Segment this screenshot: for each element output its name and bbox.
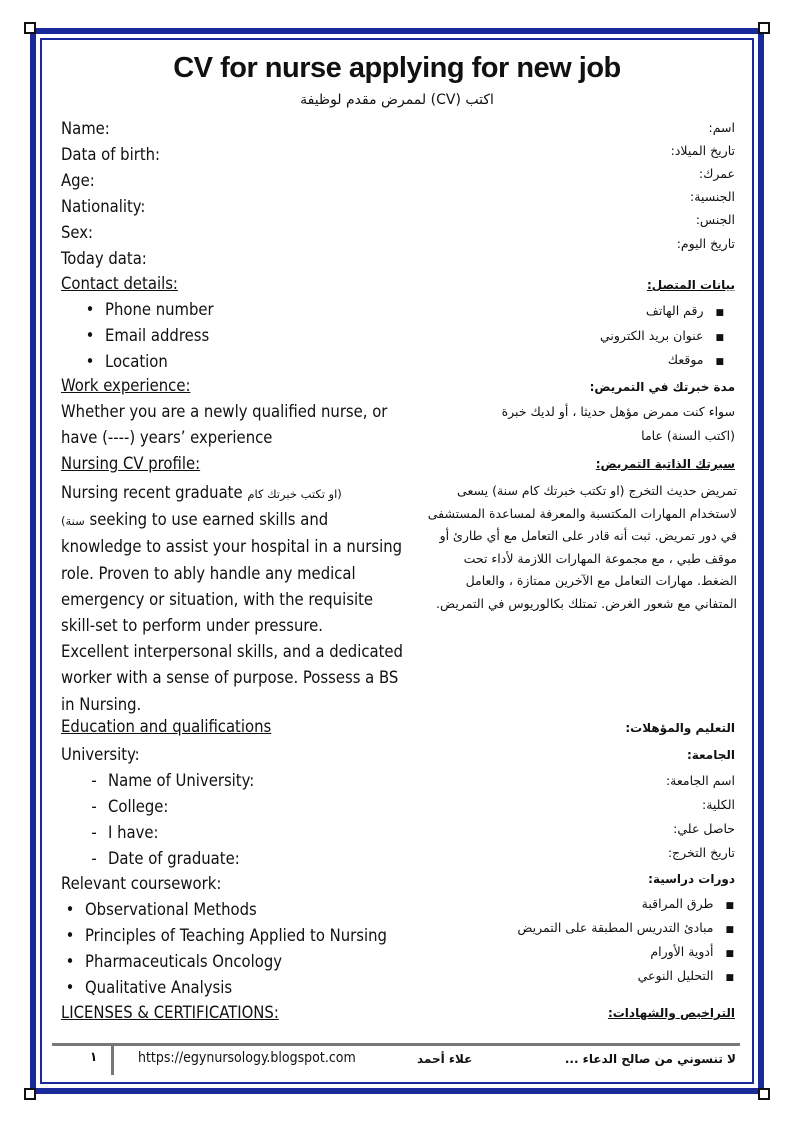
border-corner-ornament — [24, 1088, 36, 1100]
list-item-ar: ■أدوية الأورام — [650, 944, 734, 959]
field-age-label-ar: عمرك: — [698, 166, 735, 181]
education-item-ar: الكلية: — [701, 797, 735, 812]
profile-heading: Nursing CV profile: — [61, 454, 201, 473]
profile-paragraph-ar: تمريض حديث التخرج (او تكتب خبرتك كام سنة) يسعى لاستخدام المهارات المكتسبة والمعرفة لمساعدة المستشفى في دور تمريض. ثبت أنه قادر على التعامل مع أي طارئ أو موقف طبي ، مع مجموعة المهارات اللازمة لأداء تحت الضغط. مهارات التعامل مع الآخرين ممتازة ، والعامل المتفاني مع شعور الغرض. تمتلك بكالوريوس في التمريض. — [427, 483, 737, 611]
profile-heading-ar: سيرتك الذاتية التمريض: — [595, 457, 735, 471]
education-heading-ar: التعليم والمؤهلات: — [625, 721, 735, 735]
field-age-label: Age: — [61, 171, 95, 190]
bullet: • — [65, 926, 75, 945]
contact-heading: Contact details: — [61, 274, 178, 293]
page-title: CV for nurse applying for new job — [173, 52, 621, 84]
bullet: - — [91, 849, 97, 868]
border-corner-ornament — [24, 22, 36, 34]
footer-url-link[interactable]: https://egynursology.blogspot.com — [138, 1050, 356, 1066]
work-text-line: Whether you are a newly qualified nurse, or — [61, 402, 388, 421]
footer-author: علاء أحمد — [417, 1052, 473, 1066]
list-item: • Pharmaceuticals Oncology — [55, 949, 282, 975]
bullet: ■ — [715, 308, 724, 318]
bullet: - — [91, 771, 97, 790]
field-name-label: Name: — [61, 119, 110, 138]
bullet: ■ — [725, 949, 734, 959]
list-item: • Email address — [75, 323, 209, 349]
list-item-ar: ■طرق المراقبة — [641, 896, 734, 911]
university-label-ar: الجامعة: — [686, 748, 735, 762]
bullet: ■ — [725, 973, 734, 983]
licenses-heading: LICENSES & CERTIFICATIONS: — [61, 1003, 279, 1022]
page-number: ١ — [90, 1050, 98, 1065]
border-corner-ornament — [758, 22, 770, 34]
list-item-ar: ■موقعك — [667, 352, 724, 367]
education-item-ar: تاريخ التخرج: — [667, 845, 735, 860]
list-item: - Name of University: — [80, 768, 254, 794]
profile-inline-arabic: سنة) — [61, 514, 85, 529]
field-name-label-ar: اسم: — [708, 120, 735, 135]
list-item-ar: ■التحليل النوعي — [637, 968, 734, 983]
coursework-heading-ar: دورات دراسية: — [648, 872, 735, 886]
list-item: • Phone number — [75, 297, 214, 323]
work-heading: Work experience: — [61, 376, 191, 395]
work-heading-ar: مدة خبرتك في التمريض: — [589, 380, 735, 394]
list-item: - College: — [80, 794, 168, 820]
bullet: • — [85, 352, 95, 371]
education-heading: Education and qualifications — [61, 717, 272, 736]
page-subtitle-arabic: اكتب (CV) لممرض مقدم لوظيفة — [300, 92, 494, 108]
contact-heading-ar: بيانات المتصل: — [646, 278, 735, 292]
bullet: • — [65, 952, 75, 971]
bullet: • — [85, 300, 95, 319]
profile-inline-arabic: (او تكتب خبرتك كام — [247, 487, 342, 501]
field-nationality-label: Nationality: — [61, 197, 146, 216]
coursework-heading: Relevant coursework: — [61, 874, 222, 893]
list-item-ar: ■عنوان بريد الكتروني — [599, 328, 724, 343]
profile-paragraph: Nursing recent graduate (او تكتب خبرتك كام سنة) seeking to use earned skills and knowledge to assist your hospital in a nursing role. Proven to ably handle any medical emergency or situation, with the requisite skill-set to perform under pressure. Excellent interpersonal skills, and a dedicated worker with a sense of purpose. Possess a BS in Nursing. — [61, 483, 403, 714]
field-birth-label-ar: تاريخ الميلاد: — [670, 143, 735, 158]
bullet: ■ — [725, 901, 734, 911]
education-item-ar: حاصل علي: — [673, 821, 735, 836]
bullet: • — [65, 978, 75, 997]
list-item: - I have: — [80, 820, 159, 846]
field-today-label-ar: تاريخ اليوم: — [676, 236, 735, 251]
list-item: • Location — [75, 349, 168, 375]
work-text-line-ar: (اكتب السنة) عاما — [641, 428, 735, 443]
list-item-ar: ■مبادئ التدريس المطبقة على التمريض — [517, 920, 734, 935]
university-label: University: — [61, 745, 140, 764]
field-sex-label-ar: الجنس: — [695, 212, 735, 227]
list-item: • Observational Methods — [55, 897, 257, 923]
border-corner-ornament — [758, 1088, 770, 1100]
bullet: ■ — [715, 333, 724, 343]
bullet: • — [65, 900, 75, 919]
list-item-ar: ■رقم الهاتف — [645, 303, 724, 318]
field-today-label: Today data: — [61, 249, 147, 268]
work-text-line: have (----) years’ experience — [61, 428, 273, 447]
footer-divider — [52, 1043, 740, 1046]
list-item: • Qualitative Analysis — [55, 975, 232, 1001]
field-nationality-label-ar: الجنسية: — [690, 189, 735, 204]
licenses-heading-ar: التراخيص والشهادات: — [607, 1006, 735, 1020]
work-text-line-ar: سواء كنت ممرض مؤهل حديثا ، أو لديك خبرة — [501, 404, 735, 419]
bullet: ■ — [725, 925, 734, 935]
field-sex-label: Sex: — [61, 223, 94, 242]
field-birth-label: Data of birth: — [61, 145, 161, 164]
bullet: - — [91, 797, 97, 816]
education-item-ar: اسم الجامعة: — [665, 773, 735, 788]
list-item: - Date of graduate: — [80, 846, 240, 872]
bullet: - — [91, 823, 97, 842]
list-item: • Principles of Teaching Applied to Nursing — [55, 923, 387, 949]
bullet: • — [85, 326, 95, 345]
footer-separator — [111, 1045, 114, 1075]
footer-note: لا تنسوني من صالح الدعاء ... — [564, 1052, 736, 1066]
bullet: ■ — [715, 357, 724, 367]
